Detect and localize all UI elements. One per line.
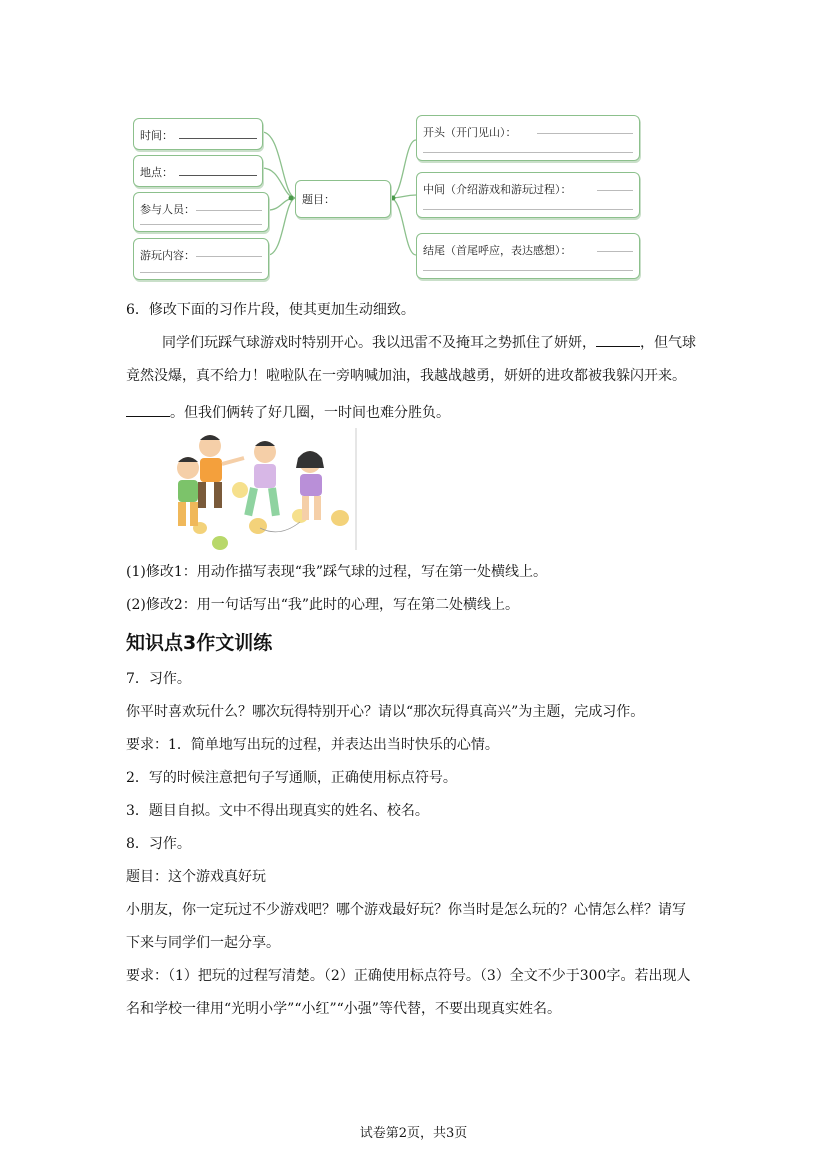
section-heading: 知识点3作文训练	[126, 632, 273, 654]
mindmap-participants-box	[133, 192, 269, 232]
q6-blank-1[interactable]	[596, 332, 640, 347]
q7-line-3: 2．写的时候注意把句子写通顺，正确使用标点符号。	[126, 770, 457, 786]
mindmap-participants-label: 参与人员：	[140, 203, 195, 216]
mindmap-content-label: 游玩内容：	[140, 249, 195, 262]
q6-blank-2[interactable]	[126, 402, 170, 417]
q8-line-5: 名和学校一律用“光明小学”“小红”“小强”等代替，不要出现真实姓名。	[126, 1001, 561, 1017]
q6-passage-part3: 。但我们俩转了好几圈，一时间也难分胜负。	[170, 405, 450, 421]
mindmap-time-box	[133, 118, 263, 150]
mindmap-ending-box	[416, 233, 640, 279]
q8-line-4: 要求：（1）把玩的过程写清楚。（2）正确使用标点符号。（3）全文不少于300字。若出现人	[126, 968, 691, 984]
q8-line-2: 小朋友，你一定玩过不少游戏吧？哪个游戏最好玩？你当时是怎么玩的？心情怎么样？请写	[126, 902, 686, 918]
mindmap-place-box	[133, 155, 263, 187]
q8-title: 8．习作。	[126, 836, 191, 852]
q7-line-2: 要求：1．简单地写出玩的过程，并表达出当时快乐的心情。	[126, 737, 499, 753]
q6-sub-1: (1)修改1：用动作描写表现“我”踩气球的过程，写在第一处横线上。	[126, 564, 548, 580]
q7-line-1: 你平时喜欢玩什么？哪次玩得特别开心？请以“那次玩得真高兴”为主题，完成习作。	[126, 704, 645, 720]
q8-line-3: 下来与同学们一起分享。	[126, 935, 280, 951]
children-balloon-illustration	[160, 428, 360, 550]
mindmap-opening-label: 开头（开门见山）：	[423, 126, 517, 139]
q6-passage	[126, 327, 708, 393]
q7-line-4: 3．题目自拟。文中不得出现真实的姓名、校名。	[126, 803, 429, 819]
mindmap-time-label: 时间：	[140, 129, 173, 142]
q6-sub-2: (2)修改2：用一句话写出“我”此时的心理，写在第二处横线上。	[126, 597, 520, 613]
q7-title: 7．习作。	[126, 671, 191, 687]
mindmap	[0, 0, 827, 290]
mindmap-title-box	[295, 180, 391, 218]
mindmap-place-label: 地点：	[140, 166, 173, 179]
q6-title: 6．修改下面的习作片段，使其更加生动细致。	[126, 302, 415, 318]
q6-passage-part1: 同学们玩踩气球游戏时特别开心。我以迅雷不及掩耳之势抓住了妍妍，	[162, 335, 596, 351]
mindmap-title-label: 题目：	[302, 193, 335, 206]
mindmap-connectors	[0, 0, 827, 290]
mindmap-middle-label: 中间（介绍游戏和游玩过程）：	[423, 183, 572, 196]
q8-line-1: 题目：这个游戏真好玩	[126, 869, 266, 885]
mindmap-content-box	[133, 238, 269, 280]
mindmap-opening-box	[416, 115, 640, 161]
q6-passage-end	[126, 402, 450, 423]
mindmap-ending-label: 结尾（首尾呼应，表达感想）：	[423, 244, 572, 257]
mindmap-middle-box	[416, 172, 640, 218]
page-footer: 试卷第2页，共3页	[359, 1126, 468, 1141]
q6-passage-part2: ，但气球竟然没爆，真不给力！啦啦队在一旁呐喊加油，我越战越勇，妍妍的进攻都被我躲闪开来。	[126, 335, 696, 384]
